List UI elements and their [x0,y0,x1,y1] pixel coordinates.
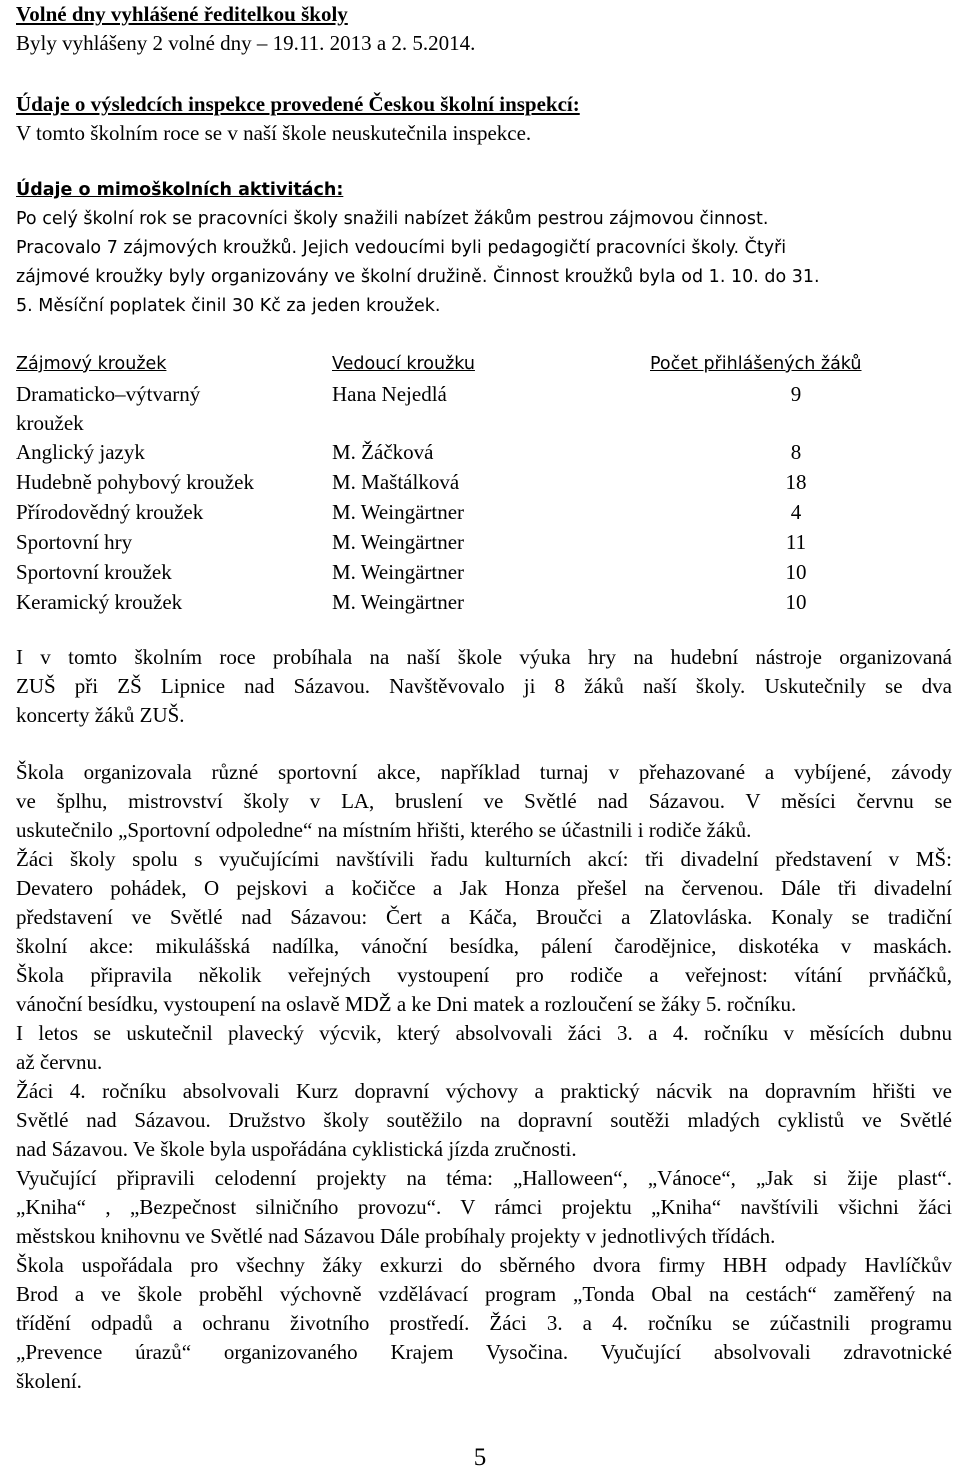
header-count: Počet přihlášených žáků [650,354,862,374]
header-club: Zájmový kroužek [16,354,167,374]
activities-section [16,176,952,321]
events-line: Škola organizovala různé sportovní akce, například turnaj v přehazované a vybíjené, závody [16,760,952,784]
club-name: Přírodovědný kroužek [16,500,204,524]
page-number: 5 [473,1444,487,1471]
events-line: Světlé nad Sázavou. Družstvo školy soutěžilo na dopravní soutěži mladých cyklistů ve Světlé [16,1108,952,1132]
club-leader: M. Weingärtner [332,500,465,524]
holidays-section [16,0,475,58]
table-row [16,380,952,438]
zus-line: I v tomto školním roce probíhala na naší škole výuka hry na hudební nástroje organizovaná [16,645,952,669]
table-row [16,588,952,618]
club-leader: M. Weingärtner [332,530,465,554]
events-line: školní akce: mikulášská nadílka, vánoční besídka, pálení čarodějnice, diskotéka v maskách. [16,934,952,958]
activities-line: zájmové kroužky byly organizovány ve školní družině. Činnost kroužků byla od 1. 10. do 31. [16,267,820,287]
events-line: vánoční besídku, vystoupení na oslavě MDŽ a ke Dni matek a rozloučení se žáky 5. ročníku. [16,992,797,1016]
club-leader: M. Žáčková [332,440,434,464]
events-line: třídění odpadů a ochranu životního prostředí. Žáci 3. a 4. ročníku se zúčastnili programu [16,1311,952,1335]
events-line: Vyučující připravili celodenní projekty na téma: „Halloween“, „Vánoce“, „Jak si žije plast“. [16,1166,952,1190]
club-count: 8 [790,440,802,464]
events-line: Škola uspořádala pro všechny žáky exkurzi do sběrného dvora firmy HBH odpady Havlíčkův [16,1253,952,1277]
events-line: I letos se uskutečnil plavecký výcvik, který absolvovali žáci 3. a 4. ročníku v měsících dubnu [16,1021,952,1045]
club-leader: M. Maštálková [332,470,460,494]
inspection-text: V tomto školním roce se v naší škole neuskutečnila inspekce. [16,121,532,145]
inspection-section [16,90,580,148]
club-name: Hudebně pohybový kroužek [16,470,254,494]
events-line: představení ve Světlé nad Sázavou: Čert a Káča, Broučci a Zlatovláska. Konaly se tradiční [16,905,952,929]
zus-paragraph [16,643,952,730]
holidays-heading: Volné dny vyhlášené ředitelkou školy [16,2,348,26]
events-line: „Prevence úrazů“ organizovaného Krajem Vysočina. Vyučující absolvovali zdravotnické [16,1340,952,1364]
activities-line: 5. Měsíční poplatek činil 30 Kč za jeden kroužek. [16,296,441,316]
table-row [16,528,952,558]
events-line: nad Sázavou. Ve škole byla uspořádána cyklistická jízda zručnosti. [16,1137,577,1161]
club-count: 10 [785,560,807,584]
events-paragraph [16,758,952,1396]
table-row [16,438,952,468]
events-line: uskutečnilo „Sportovní odpoledne“ na místním hřišti, kterého se účastnili i rodiče žáků. [16,818,752,842]
events-line: Škola připravila několik veřejných vystoupení pro rodiče a veřejnost: vítání prvňáčků, [16,963,952,987]
inspection-heading: Údaje o výsledcích inspekce provedené Českou školní inspekcí: [16,92,580,116]
club-count: 11 [785,530,807,554]
header-leader: Vedoucí kroužku [332,354,475,374]
zus-line: koncerty žáků ZUŠ. [16,703,185,727]
events-line: Žáci 4. ročníku absolvovali Kurz dopravní výchovy a praktický nácvik na dopravním hřišti ve [16,1079,952,1103]
club-name: Sportovní kroužek [16,560,172,584]
events-line: Devatero pohádek, O pejskovi a kočičce a Jak Honza přešel na červenou. Dále tři divadelní [16,876,952,900]
holidays-text: Byly vyhlášeny 2 volné dny – 19.11. 2013 a 2. 5.2014. [16,31,476,55]
events-line: až červnu. [16,1050,103,1074]
zus-line: ZUŠ při ZŠ Lipnice nad Sázavou. Navštěvovalo ji 8 žáků naší školy. Uskutečnily se dva [16,674,952,698]
events-line: městskou knihovnu ve Světlé nad Sázavou Dále probíhaly projekty v jednotlivých třídách. [16,1224,776,1248]
activities-line: Po celý školní rok se pracovníci školy snažili nabízet žákům pestrou zájmovou činnost. [16,209,769,229]
table-row [16,468,952,498]
activities-line: Pracovalo 7 zájmových kroužků. Jejich vedoucími byli pedagogičtí pracovníci školy. Čtyři [16,238,787,258]
table-row [16,498,952,528]
table-row [16,558,952,588]
club-name: Dramaticko–výtvarný kroužek [16,382,201,435]
club-name: Anglický jazyk [16,440,145,464]
club-leader: M. Weingärtner [332,560,465,584]
club-count: 4 [790,500,802,524]
club-leader: Hana Nejedlá [332,382,447,406]
events-line: Žáci školy spolu s vyučujícími navštívili řadu kulturních akcí: tři divadelní představení v MŠ: [16,847,952,871]
club-name: Keramický kroužek [16,590,183,614]
events-line: Brod a ve škole proběhl výchovně vzdělávací program „Tonda Obal na cestách“ zaměřený na [16,1282,952,1306]
events-line: ve šplhu, mistrovství školy v LA, bruslení ve Světlé nad Sázavou. V měsíci červnu se [16,789,952,813]
club-count: 9 [790,382,802,406]
table-header [16,350,952,380]
club-name: Sportovní hry [16,530,133,554]
club-leader: M. Weingärtner [332,590,465,614]
events-line: „Kniha“ , „Bezpečnost silničního provozu“. V rámci projektu „Kniha“ navštívili všichni žáci [16,1195,952,1219]
activities-heading: Údaje o mimoškolních aktivitách: [16,180,344,200]
events-line: školení. [16,1369,82,1393]
club-count: 10 [785,590,807,614]
club-count: 18 [785,470,807,494]
